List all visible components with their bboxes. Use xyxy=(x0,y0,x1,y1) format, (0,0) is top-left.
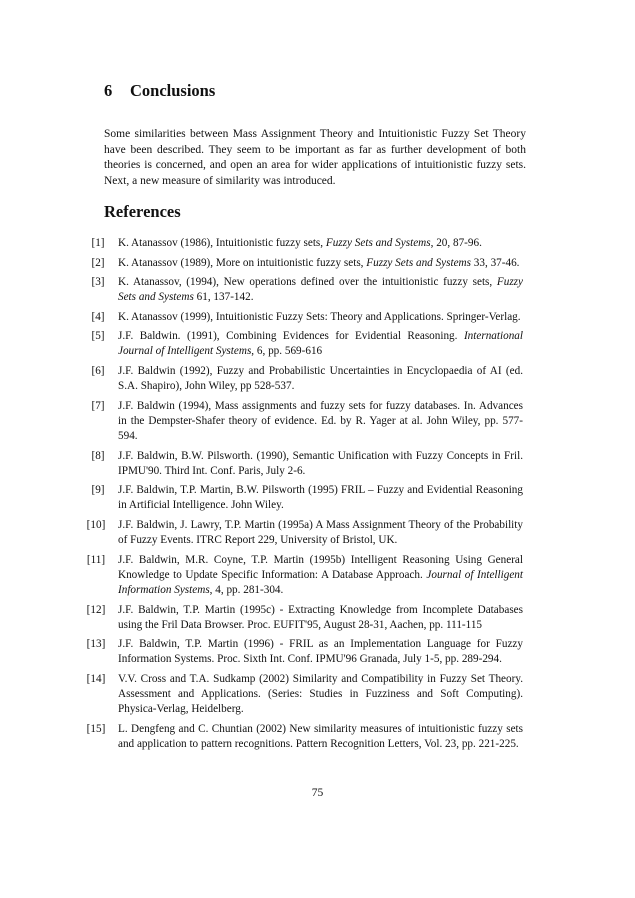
reference-label: [7] xyxy=(91,399,105,412)
reference-text: J.F. Baldwin, T.P. Martin (1996) - FRIL as an Implementation Language for Fuzzy Information Systems. Proc. Sixth Int. Conf. IPMU'96 Granada, July 1-5, pp. 289-294. xyxy=(118,638,523,666)
reference-label: [8] xyxy=(91,449,105,462)
section-title: Conclusions xyxy=(130,81,216,100)
reference-label: [2] xyxy=(91,256,105,269)
reference-label: [3] xyxy=(91,276,105,288)
reference-label: [14] xyxy=(86,672,106,685)
reference-item xyxy=(0,364,635,394)
reference-label: [5] xyxy=(91,330,105,343)
reference-item xyxy=(0,275,635,305)
reference-item xyxy=(0,256,635,271)
reference-text: J.F. Baldwin, B.W. Pilsworth. (1990), Semantic Unification with Fuzzy Concepts in Fril. IPMU'90. Third Int. Conf. Paris, July 2-6. xyxy=(118,449,523,477)
reference-item xyxy=(0,236,635,251)
reference-label: [6] xyxy=(91,364,105,377)
reference-text: J.F. Baldwin (1994), Mass assignments and fuzzy sets for fuzzy databases. In. Advances in the Dempster-Shafer theory of evidence. Ed. by R. Yager at al. John Wiley, pp. 577-594. xyxy=(118,399,523,443)
reference-item xyxy=(0,637,635,667)
reference-text: L. Dengfeng and C. Chuntian (2002) New similarity measures of intuitionistic fuzzy sets and application to pattern recognitions. Pattern Recognition Letters, Vol. 23, pp. 221-225. xyxy=(118,722,523,751)
section-number: 6 xyxy=(104,81,113,100)
reference-item xyxy=(0,518,635,548)
reference-item xyxy=(0,310,635,325)
reference-label: [1] xyxy=(91,237,105,249)
reference-item xyxy=(0,722,635,752)
references-heading: References xyxy=(104,202,181,221)
reference-item xyxy=(0,603,635,633)
page-number: 75 xyxy=(311,787,324,799)
reference-text: J.F. Baldwin. (1991), Combining Evidences for Evidential Reasoning. International Journal of Intelligent Systems, 6, pp. 569-616 xyxy=(118,330,523,358)
reference-label: [4] xyxy=(91,310,105,323)
reference-item xyxy=(0,399,635,445)
reference-label: [9] xyxy=(91,484,105,497)
reference-item xyxy=(0,329,635,359)
reference-item xyxy=(0,449,635,479)
reference-label: [10] xyxy=(86,518,106,531)
reference-text: K. Atanassov (1986), Intuitionistic fuzzy sets, Fuzzy Sets and Systems, 20, 87-96. xyxy=(118,237,482,249)
reference-text: J.F. Baldwin, T.P. Martin (1995c) - Extracting Knowledge from Incomplete Databases using the Fril Data Browser. Proc. EUFIT'95, August 28-31, Aachen, pp. 111-115 xyxy=(118,603,523,631)
reference-label: [11] xyxy=(86,553,106,566)
reference-text: J.F. Baldwin, J. Lawry, T.P. Martin (1995a) A Mass Assignment Theory of the Probability of Fuzzy Events. ITRC Report 229, University of Bristol, UK. xyxy=(118,518,523,547)
reference-item xyxy=(0,553,635,599)
reference-item xyxy=(0,483,635,513)
reference-text: J.F. Baldwin (1992), Fuzzy and Probabilistic Uncertainties in Encyclopaedia of AI (ed. S.A. Shapiro), John Wiley, pp 528-537. xyxy=(118,364,523,393)
reference-label: [13] xyxy=(86,638,106,651)
reference-text: J.F. Baldwin, T.P. Martin, B.W. Pilsworth (1995) FRIL – Fuzzy and Evidential Reasoning in Artificial Intelligence. John Wiley. xyxy=(118,484,523,512)
conclusions-paragraph: Some similarities between Mass Assignment Theory and Intuitionistic Fuzzy Set Theory have been described. They seem to be important as far as further development of both theories is concerned, and open an area for wider applications of intuitionistic fuzzy sets. Next, a new measure of similarity was introduced. xyxy=(104,128,526,187)
reference-label: [12] xyxy=(86,603,106,616)
reference-text: K. Atanassov, (1994), New operations defined over the intuitionistic fuzzy sets, Fuzzy Sets and Systems 61, 137-142. xyxy=(118,276,523,304)
reference-text: V.V. Cross and T.A. Sudkamp (2002) Similarity and Compatibility in Fuzzy Set Theory. Assessment and Applications. (Series: Studies in Fuzziness and Soft Computing). Physica-Verlag, Heidelberg. xyxy=(118,672,523,716)
reference-text: K. Atanassov (1999), Intuitionistic Fuzzy Sets: Theory and Applications. Springer-Verlag. xyxy=(118,310,521,323)
conclusions-heading xyxy=(104,80,215,102)
reference-text: K. Atanassov (1989), More on intuitionistic fuzzy sets, Fuzzy Sets and Systems 33, 37-46. xyxy=(118,256,520,269)
reference-list xyxy=(0,236,635,757)
reference-text: J.F. Baldwin, M.R. Coyne, T.P. Martin (1995b) Intelligent Reasoning Using General Knowledge to Update Specific Information: A Database Approach. Journal of Intelligent Information Systems, 4, pp. 281-304. xyxy=(118,553,523,597)
reference-label: [15] xyxy=(86,722,106,735)
reference-item xyxy=(0,672,635,718)
